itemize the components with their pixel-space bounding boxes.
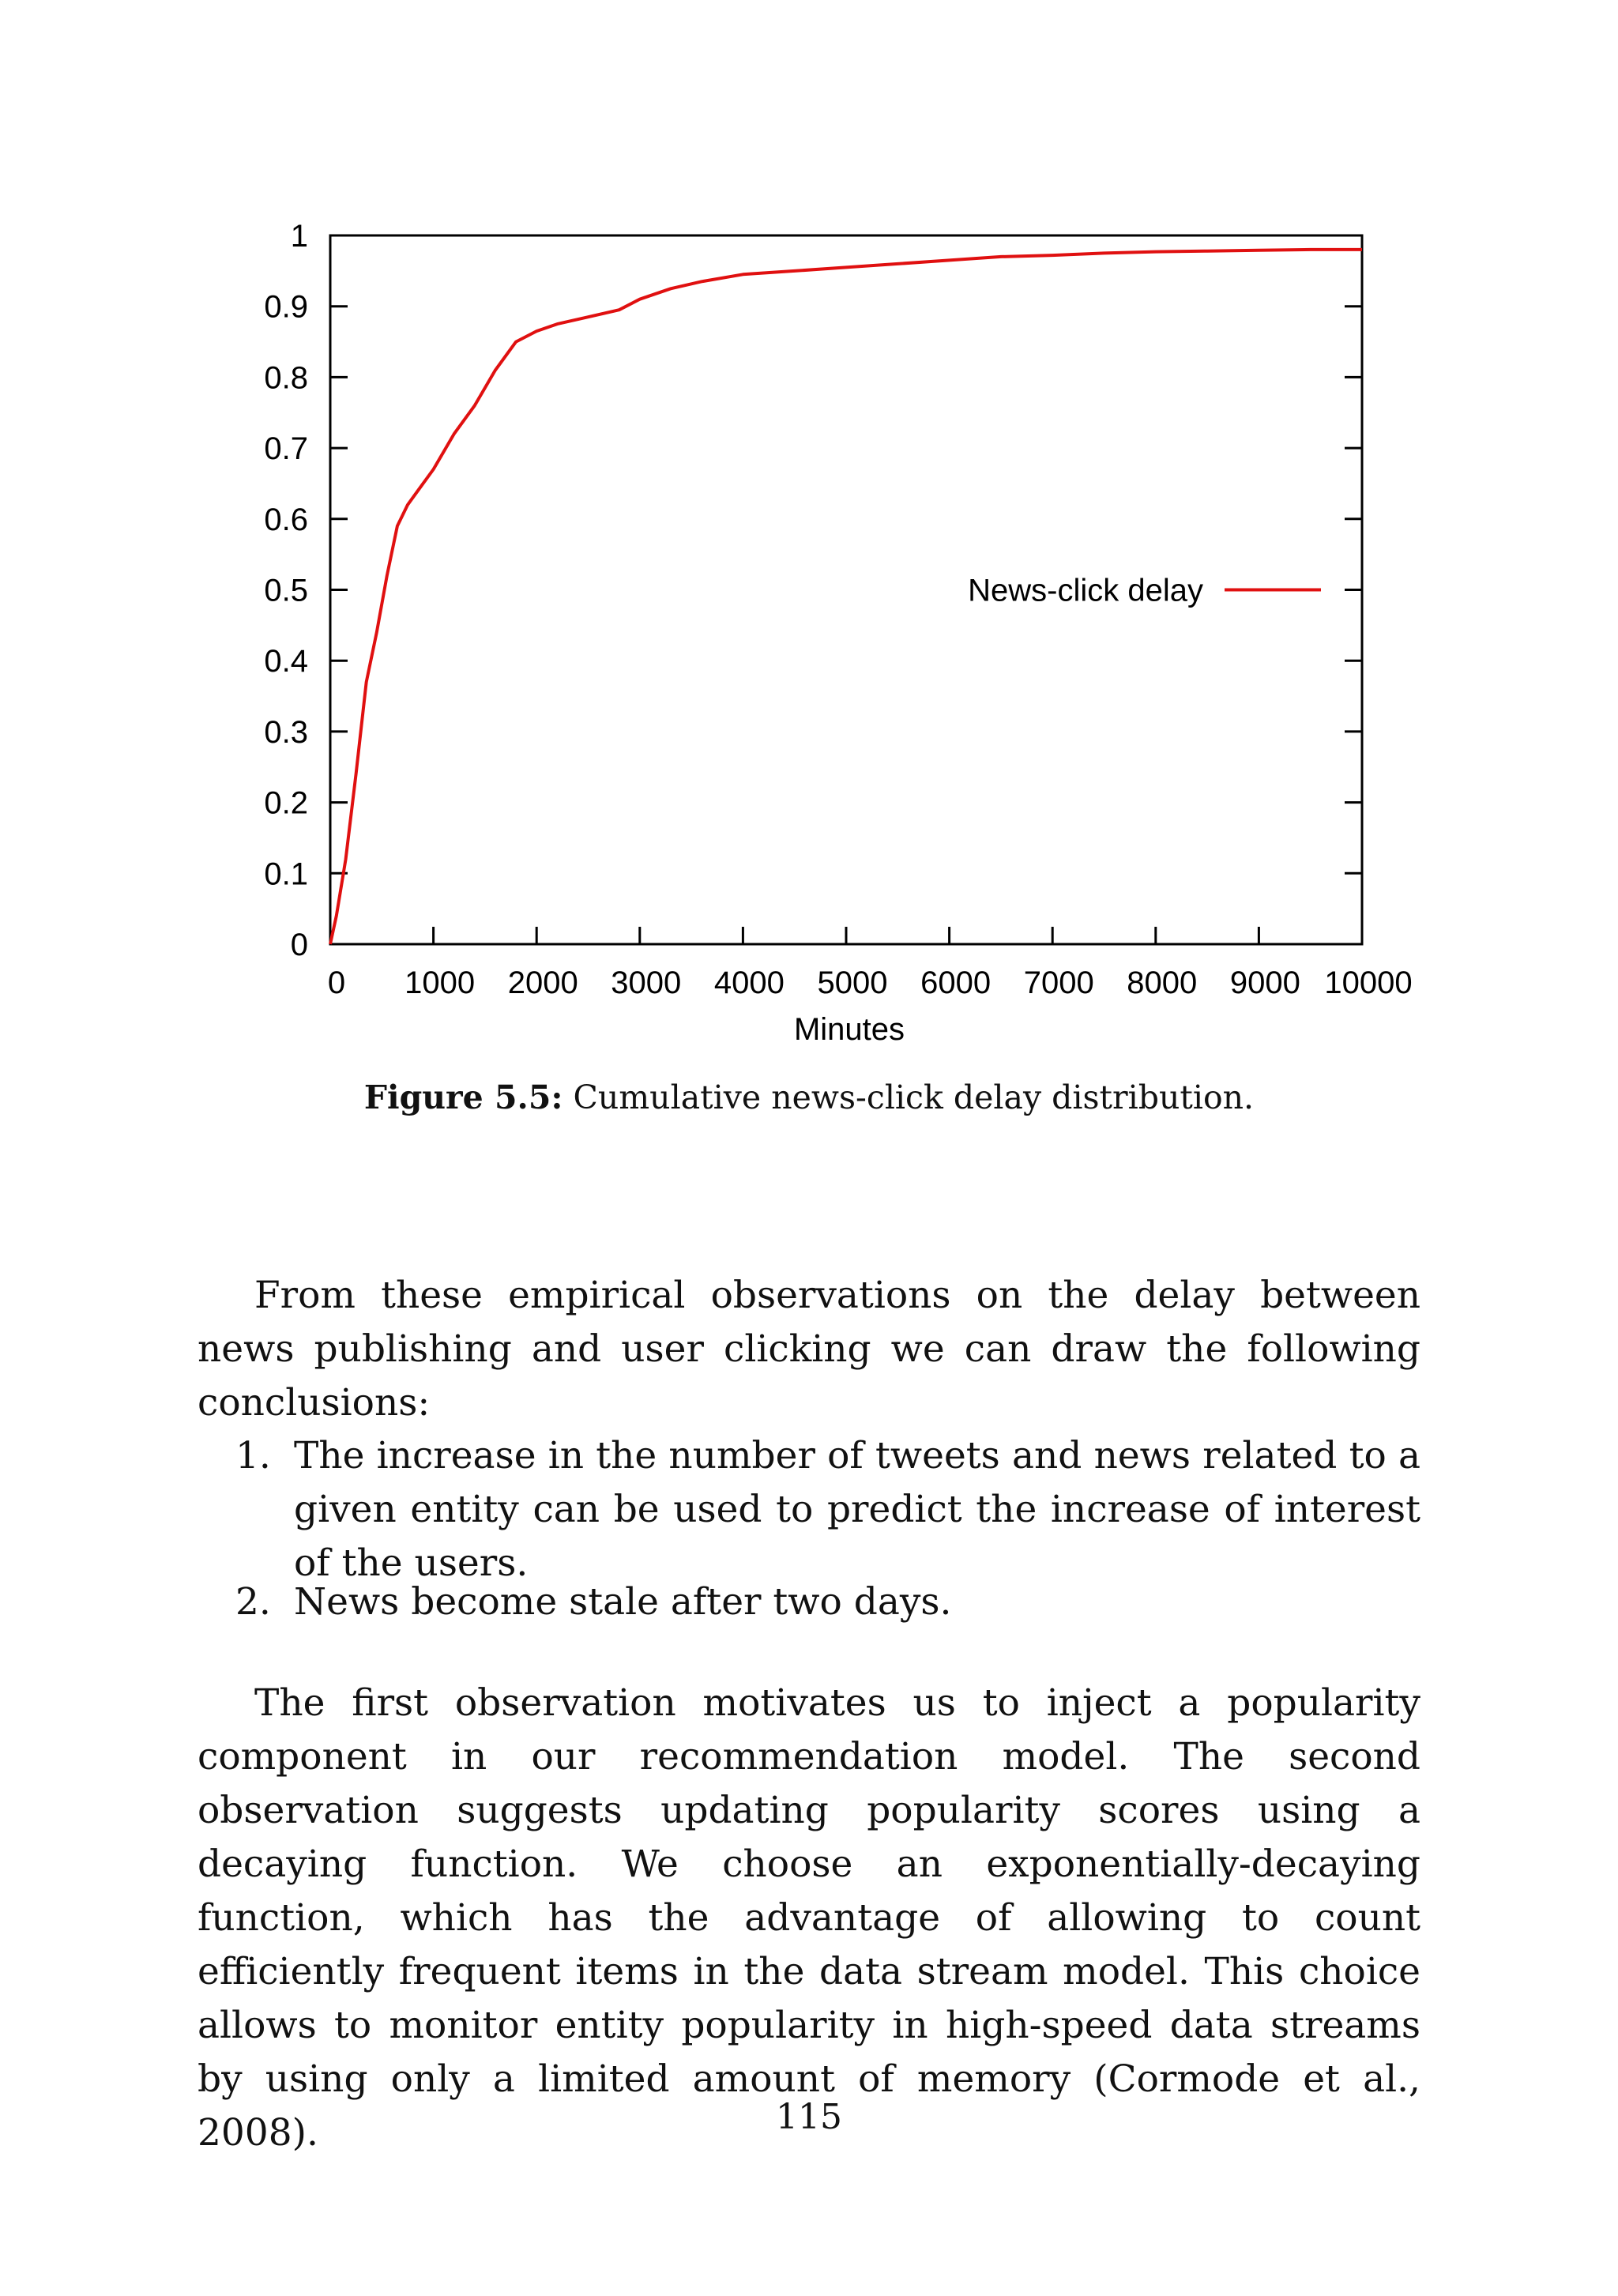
figure-caption (198, 1078, 1420, 1117)
y-tick-label: 0 (290, 928, 308, 962)
y-tick-label: 0.3 (264, 714, 308, 750)
y-tick-label: 0.2 (264, 785, 308, 821)
figure-caption-text: Cumulative news-click delay distribution. (573, 1078, 1255, 1116)
x-tick-label: 8000 (1127, 965, 1198, 1000)
x-tick-label: 2000 (507, 965, 578, 1000)
y-tick-label: 0.6 (264, 502, 308, 537)
x-tick-label: 4000 (713, 965, 785, 1000)
series-line-news-click-delay (330, 250, 1362, 944)
x-tick-label: 7000 (1023, 965, 1094, 1000)
paragraph-intro: From these empirical observations on the delay between news publishing and user clicking we can draw the following conclusions: (198, 1274, 1420, 1425)
x-tick-label: 10000 (1324, 965, 1413, 1000)
legend-label: News-click delay (968, 573, 1203, 608)
page-number: 115 (776, 2097, 842, 2137)
x-tick-label: 0 (327, 965, 346, 1000)
x-tick-label: 6000 (920, 965, 991, 1000)
y-tick-label: 0.4 (264, 644, 308, 679)
list-item-number: 1. (235, 1434, 271, 1477)
x-axis-ticks (328, 927, 1413, 1000)
list-item-text: The increase in the number of tweets and news related to a given entity can be used to predict the increase of interest of the users. (294, 1434, 1420, 1585)
y-tick-label: 0.7 (264, 431, 308, 467)
x-axis-label: Minutes (793, 1012, 905, 1047)
plot-frame (330, 235, 1362, 944)
list-item (235, 1429, 1420, 1590)
list-item (235, 1575, 1420, 1629)
y-tick-label: 0.9 (264, 289, 308, 325)
paragraph-conclusions: The first observation motivates us to inject a popularity component in our recommendation model. The second observation suggests updating popularity scores using a decaying function. We choose an exponentially-decaying function, which has the advantage of allowing to count efficiently frequent items in the data stream model. This choice allows to monitor entity popularity in high-speed data streams by using only a limited amount of memory (Cormode et al., 2008). (198, 1681, 1420, 2155)
x-tick-label: 1000 (404, 965, 476, 1000)
x-tick-label: 5000 (817, 965, 888, 1000)
cdf-chart (0, 0, 1618, 1059)
y-tick-label: 0.5 (264, 573, 308, 608)
y-tick-label: 0.8 (264, 360, 308, 396)
x-tick-label: 9000 (1229, 965, 1300, 1000)
y-tick-label: 0.1 (264, 856, 308, 892)
x-tick-label: 3000 (611, 965, 682, 1000)
list-item-number: 2. (235, 1580, 271, 1624)
figure-label: Figure 5.5: (363, 1078, 563, 1116)
list-item-text: News become stale after two days. (294, 1580, 952, 1624)
y-tick-label: 1 (290, 219, 308, 254)
